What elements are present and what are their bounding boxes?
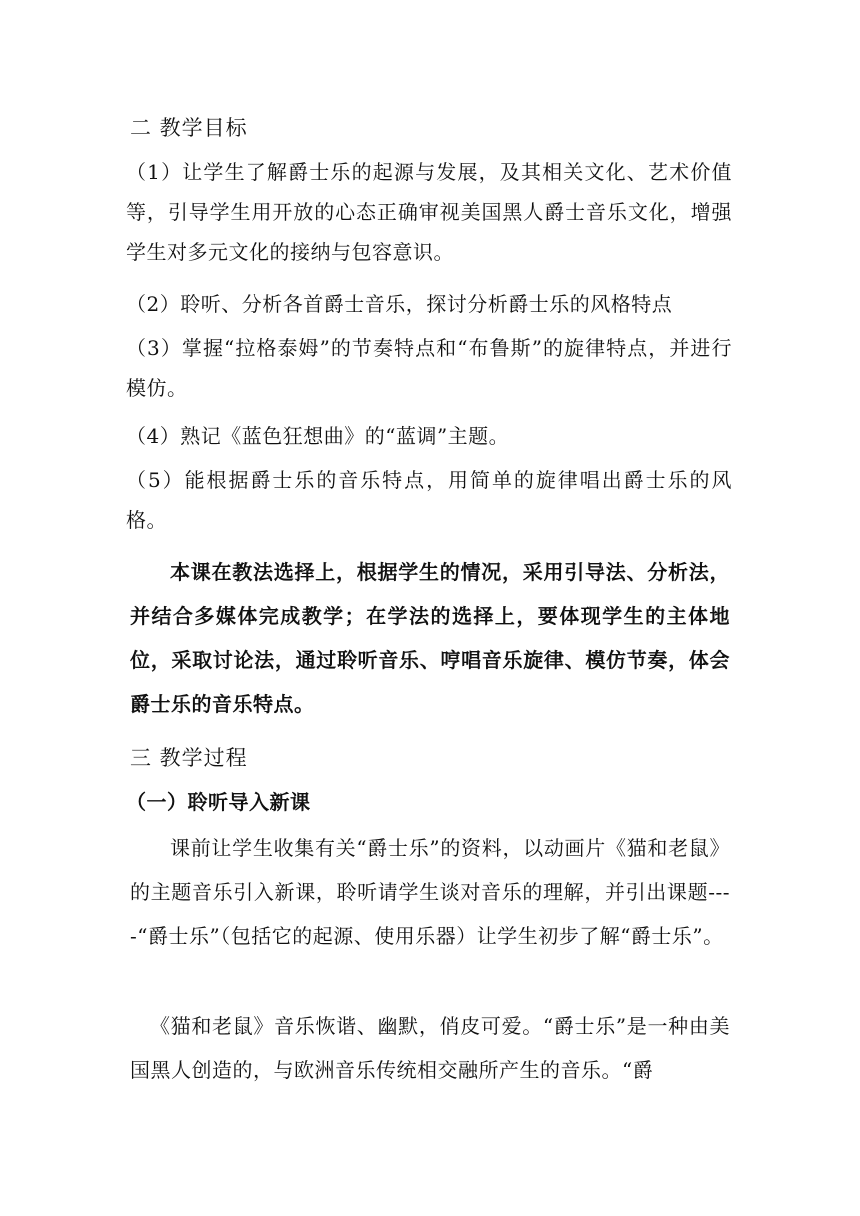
goal-item-3: （3）掌握“拉格泰姆”的节奏特点和“布鲁斯”的旋律特点，并进行模仿。 [126,336,732,400]
subsection-heading-listening-intro: （一）聆听导入新课 [126,790,311,814]
teaching-method-paragraph: 本课在教法选择上，根据学生的情况，采用引导法、分析法，并结合多媒体完成教学；在学法的选择上，要体现学生的主体地位，采取讨论法，通过聆听音乐、哼唱音乐旋律、模仿节奏，体会爵士乐的音乐特点。 [130,560,730,716]
tom-and-jerry-paragraph: 《猫和老鼠》音乐恢谐、幽默，俏皮可爱。“爵士乐”是一种由美国黑人创造的，与欧洲音乐传统相交融所产生的音乐。“爵 [130,1014,730,1082]
intro-paragraph: 课前让学生收集有关“爵士乐”的资料，以动画片《猫和老鼠》的主题音乐引入新课，聆听请学生谈对音乐的理解，并引出课题----“爵士乐”（包括它的起源、使用乐器）让学生初步了解“爵士乐”。 [130,836,730,948]
section-heading-teaching-goals: 二 教学目标 [130,116,248,140]
goal-item-4: （4）熟记《蓝色狂想曲》的“蓝调”主题。 [126,424,510,448]
goal-item-1: （1）让学生了解爵士乐的起源与发展，及其相关文化、艺术价值等，引导学生用开放的心态正确审视美国黑人爵士音乐文化，增强学生对多元文化的接纳与包容意识。 [126,160,732,264]
goal-item-2: （2）聆听、分析各首爵士音乐，探讨分析爵士乐的风格特点 [126,292,673,316]
section-heading-teaching-process: 三 教学过程 [130,746,248,770]
goal-item-5: （5）能根据爵士乐的音乐特点，用简单的旋律唱出爵士乐的风格。 [126,468,732,532]
